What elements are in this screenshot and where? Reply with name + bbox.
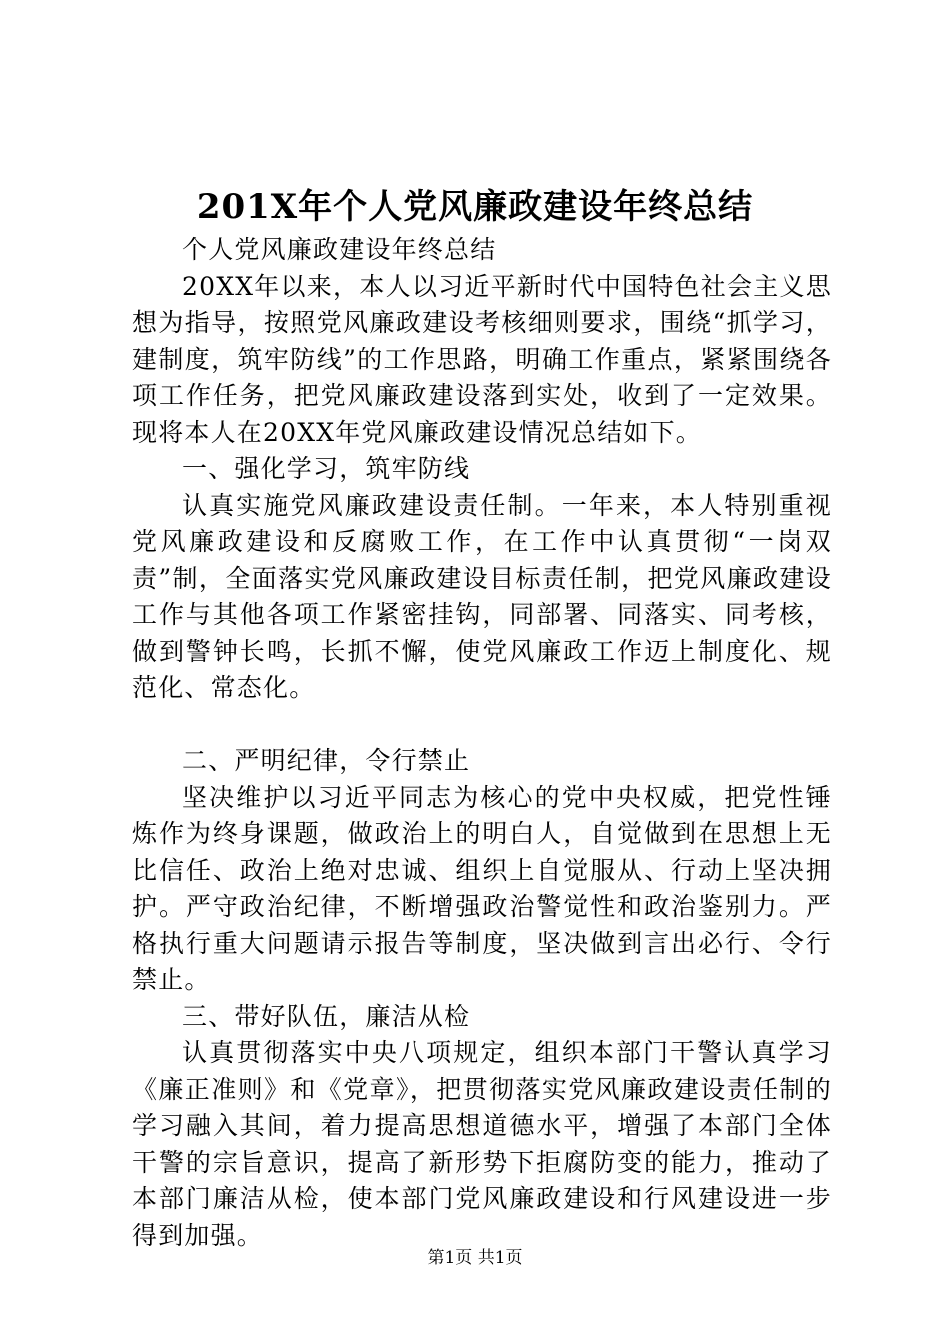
intro-paragraph: 20XX年以来，本人以习近平新时代中国特色社会主义思想为指导，按照党风廉政建设考核细则要求，围绕“抓学习，建制度，筑牢防线”的工作思路，明确工作重点，紧紧围绕各项工作任务，把党风廉政建设落到实处，收到了一定效果。现将本人在20XX年党风廉政建设情况总结如下。 (132, 271, 832, 447)
paragraph-gap (132, 707, 832, 744)
document-title: 201X年个人党风廉政建设年终总结 (196, 187, 754, 227)
section-heading-3: 三、带好队伍，廉洁从检 (182, 1001, 471, 1031)
section-body-2: 坚决维护以习近平同志为核心的党中央权威，把党性锤炼作为终身课题，做政治上的明白人，自觉做到在思想上无比信任、政治上绝对忠诚、组织上自觉服从、行动上坚决拥护。严守政治纪律，不断增强政治警觉性和政治鉴别力。严格执行重大问题请示报告等制度，坚决做到言出必行、令行禁止。 (132, 782, 832, 994)
document-body (132, 232, 832, 1254)
section-heading-1: 一、强化学习，筑牢防线 (182, 454, 471, 483)
document-subtitle: 个人党风廉政建设年终总结 (182, 235, 497, 264)
section-body-1: 认真实施党风廉政建设责任制。一年来，本人特别重视党风廉政建设和反腐败工作，在工作中认真贯彻“一岗双责”制，全面落实党风廉政建设目标责任制，把党风廉政建设工作与其他各项工作紧密挂钩，同部署、同落实、同考核，做到警钟长鸣，长抓不懈，使党风廉政工作迈上制度化、规范化、常态化。 (132, 490, 832, 702)
section-heading-2: 二、严明纪律，令行禁止 (182, 746, 471, 775)
section-body-3: 认真贯彻落实中央八项规定，组织本部门干警认真学习《廉正准则》和《党章》，把贯彻落实党风廉政建设责任制的学习融入其间，着力提高思想道德水平，增强了本部门全体干警的宗旨意识，提高了新形势下拒腐防变的能力，推动了本部门廉洁从检，使本部门党风廉政建设和行风建设进一步得到加强。 (132, 1038, 832, 1250)
page-number: 第1页 共1页 (427, 1248, 523, 1268)
